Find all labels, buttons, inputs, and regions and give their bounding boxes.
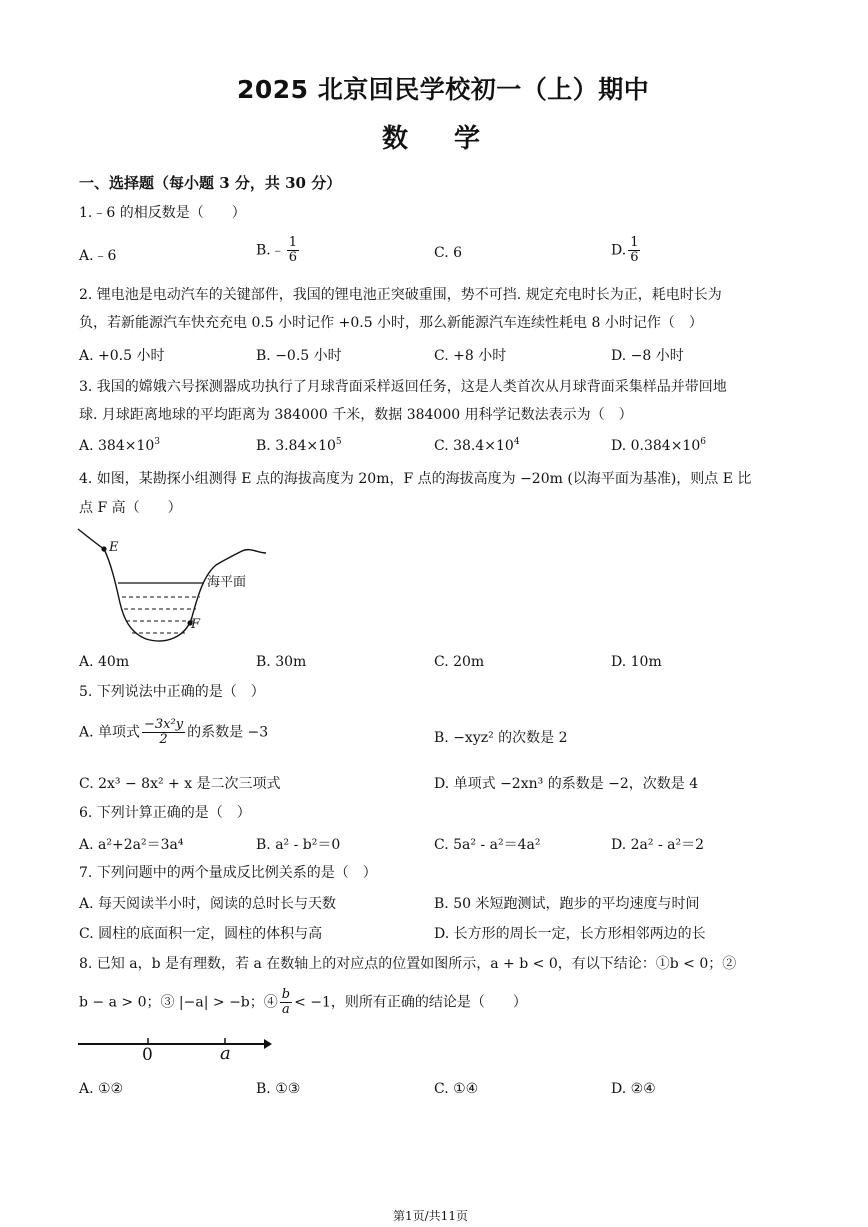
q1-option-d-prefix: D. bbox=[611, 242, 627, 259]
q3-option-a bbox=[79, 438, 160, 454]
q3-option-d bbox=[611, 438, 706, 454]
q1-b-den: 6 bbox=[288, 250, 298, 265]
q7-option-a: A. 每天阅读半小时，阅读的总时长与天数 bbox=[79, 896, 337, 912]
q5-option-c: C. 2x³ − 8x² + x 是二次三项式 bbox=[79, 776, 281, 792]
q8-option-d: D. ②④ bbox=[611, 1081, 656, 1097]
q5-a-fraction bbox=[142, 718, 185, 747]
q3-a-exp: 3 bbox=[154, 437, 161, 447]
q4-option-b: B. 30m bbox=[256, 654, 307, 670]
q2-option-a: A. +0.5 小时 bbox=[79, 348, 165, 364]
q4-label-sea: 海平面 bbox=[207, 575, 247, 590]
q5-option-b: B. −xyz² 的次数是 2 bbox=[434, 730, 568, 746]
q3-c-exp: 4 bbox=[513, 437, 520, 447]
q8-frac-den: a bbox=[282, 1002, 290, 1017]
q5-option-a bbox=[79, 718, 268, 747]
q1-option-d-fraction bbox=[628, 236, 640, 265]
point-e bbox=[101, 546, 106, 551]
section-heading: 一、选择题（每小题 3 分，共 30 分） bbox=[79, 174, 342, 192]
q5-a-prefix: A. 单项式 bbox=[79, 724, 141, 741]
q1-d-num: 1 bbox=[630, 235, 639, 250]
q1-d-den: 6 bbox=[630, 250, 639, 265]
exam-title: 2025 北京回民学校初一（上）期中 bbox=[237, 75, 650, 104]
q4-label-e: E bbox=[109, 540, 119, 555]
q6-option-c: C. 5a² - a²＝4a² bbox=[434, 837, 541, 853]
q3-option-b bbox=[256, 438, 342, 454]
q6-option-d: D. 2a² - a²＝2 bbox=[611, 837, 704, 853]
q6-stem: 6. 下列计算正确的是（ ） bbox=[79, 805, 251, 821]
subject-title: 数学 bbox=[382, 124, 527, 154]
q4-line1: 4. 如图，某勘探小组测得 E 点的海拔高度为 20m，F 点的海拔高度为 −20m (以海平面为基准)，则点 E 比 bbox=[79, 471, 752, 487]
q3-line2: 球. 月球距离地球的平均距离为 384000 千米，数据 384000 用科学记数法表示为（ ） bbox=[79, 407, 633, 423]
q6-option-a: A. a²+2a²＝3a⁴ bbox=[79, 837, 184, 853]
q8-number-line bbox=[78, 1036, 274, 1052]
q7-option-c: C. 圆柱的底面积一定，圆柱的体积与高 bbox=[79, 926, 323, 942]
q8-line2-start: b − a > 0；③ |−a| > −b；④ bbox=[79, 994, 278, 1011]
axis-label-zero: 0 bbox=[142, 1045, 153, 1065]
q7-option-d: D. 长方形的周长一定，长方形相邻两边的长 bbox=[434, 926, 706, 942]
q3-a-base: A. 384×10 bbox=[79, 438, 155, 454]
q5-a-num: −3x²y bbox=[144, 717, 184, 732]
q2-line2: 负，若新能源汽车快充充电 0.5 小时记作 +0.5 小时，那么新能源汽车连续性耗电 8 小时记作（ ） bbox=[79, 315, 703, 331]
q5-option-d: D. 单项式 −2xn³ 的系数是 −2，次数是 4 bbox=[434, 776, 699, 792]
q2-option-d: D. −8 小时 bbox=[611, 348, 684, 364]
q3-line1: 3. 我国的嫦娥六号探测器成功执行了月球背面采样返回任务，这是人类首次从月球背面采集样品并带回地 bbox=[79, 379, 727, 395]
q1-b-num: 1 bbox=[288, 235, 298, 250]
q1-option-a: A.﹣6 bbox=[79, 248, 117, 264]
q2-option-c: C. +8 小时 bbox=[434, 348, 507, 364]
q2-line1: 2. 锂电池是电动汽车的关键部件，我国的锂电池正突破重围，势不可挡. 规定充电时长为正，耗电时长为 bbox=[79, 287, 722, 303]
q3-b-base: B. 3.84×10 bbox=[256, 438, 336, 454]
q5-a-suffix: 的系数是 −3 bbox=[187, 724, 269, 741]
q4-option-a: A. 40m bbox=[79, 654, 130, 670]
q5-a-den: 2 bbox=[159, 732, 168, 747]
q8-line1: 8. 已知 a，b 是有理数，若 a 在数轴上的对应点的位置如图所示，a + b < 0，有以下结论：①b < 0；② bbox=[79, 956, 737, 972]
q2-option-b: B. −0.5 小时 bbox=[256, 348, 342, 364]
q3-d-base: D. 0.384×10 bbox=[611, 438, 701, 454]
q3-d-exp: 6 bbox=[700, 437, 706, 447]
q1-option-b bbox=[256, 236, 301, 265]
q7-option-b: B. 50 米短跑测试，跑步的平均速度与时间 bbox=[434, 896, 700, 912]
q8-option-a: A. ①② bbox=[79, 1081, 124, 1097]
q1-option-c: C. 6 bbox=[434, 245, 463, 261]
q1-stem: 1.﹣6 的相反数是（ ） bbox=[79, 205, 246, 221]
q3-option-c bbox=[434, 438, 520, 454]
q1-option-b-fraction bbox=[287, 236, 299, 265]
q8-line2-end: < −1，则所有正确的结论是（ ） bbox=[294, 994, 527, 1011]
q8-option-c: C. ①④ bbox=[434, 1081, 479, 1097]
q7-stem: 7. 下列问题中的两个量成反比例关系的是（ ） bbox=[79, 865, 377, 881]
page-number: 第1页/共11页 bbox=[393, 1209, 468, 1223]
q5-stem: 5. 下列说法中正确的是（ ） bbox=[79, 684, 265, 700]
q8-line2 bbox=[79, 988, 527, 1017]
q3-b-exp: 5 bbox=[335, 437, 342, 447]
axis-arrowhead bbox=[264, 1039, 272, 1049]
q1-option-b-prefix: B.﹣ bbox=[256, 242, 285, 259]
q8-option-b: B. ①③ bbox=[256, 1081, 301, 1097]
q3-c-base: C. 38.4×10 bbox=[434, 438, 514, 454]
q8-fraction bbox=[280, 988, 292, 1017]
q6-option-b: B. a² - b²＝0 bbox=[256, 837, 341, 853]
q1-option-d bbox=[611, 236, 642, 265]
q4-option-c: C. 20m bbox=[434, 654, 485, 670]
q4-option-d: D. 10m bbox=[611, 654, 662, 670]
q4-label-f: F bbox=[191, 617, 201, 632]
q8-frac-num: b bbox=[281, 987, 291, 1002]
axis-label-a: a bbox=[220, 1043, 231, 1064]
q4-line2: 点 F 高（ ） bbox=[79, 500, 182, 516]
